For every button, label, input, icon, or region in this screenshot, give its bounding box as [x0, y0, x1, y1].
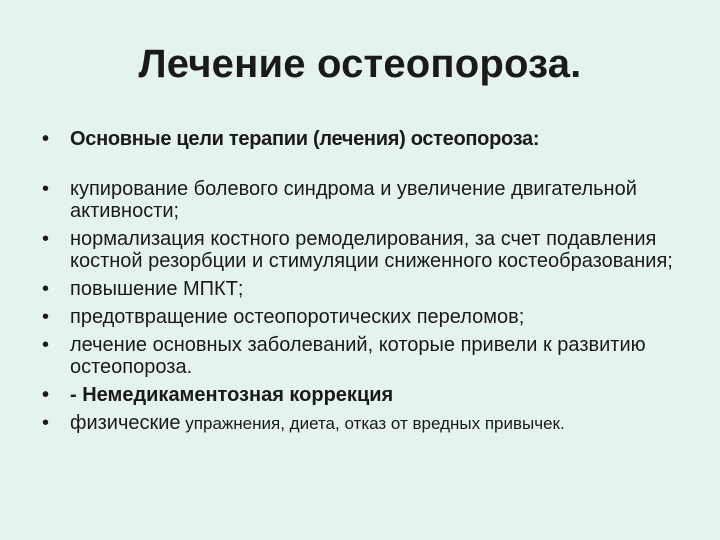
- list-item: [42, 412, 692, 435]
- bullet-dot-icon: •: [42, 228, 50, 250]
- list-item-text: купирование болевого синдрома и увеличение двигательной активности;: [70, 178, 637, 222]
- bullet-list: [42, 128, 692, 441]
- list-item: [42, 278, 692, 300]
- list-item-lead: [42, 128, 692, 150]
- list-item-text: нормализация костного ремоделирования, за счет подавления костной резорбции и стимуляции сниженного костеобразования;: [70, 228, 673, 272]
- list-item-bold: [42, 384, 692, 406]
- bullet-dot-icon: •: [42, 412, 50, 434]
- list-item: [42, 306, 692, 328]
- list-item-rest: упражнения, диета, отказ от вредных привычек.: [180, 414, 565, 433]
- list-item-lead-word: физические: [70, 412, 181, 434]
- list-item: [42, 228, 692, 272]
- bullet-dot-icon: •: [42, 334, 50, 356]
- list-item-text: - Немедикаментозная коррекция: [70, 384, 394, 406]
- slide-title: Лечение остеопороза.: [138, 42, 582, 86]
- bullet-dot-icon: •: [42, 306, 50, 328]
- bullet-dot-icon: •: [42, 278, 50, 300]
- list-item-text: Основные цели терапии (лечения) остеопороза:: [70, 128, 540, 150]
- list-item-text: предотвращение остеопоротических переломов;: [70, 306, 525, 328]
- bullet-dot-icon: •: [42, 384, 50, 406]
- list-item: [42, 178, 692, 222]
- bullet-dot-icon: •: [42, 178, 50, 200]
- list-item-text: повышение МПКТ;: [70, 278, 244, 300]
- bullet-dot-icon: •: [42, 128, 49, 150]
- list-item: [42, 334, 692, 378]
- list-item-text: лечение основных заболеваний, которые привели к развитию остеопороза.: [70, 334, 646, 378]
